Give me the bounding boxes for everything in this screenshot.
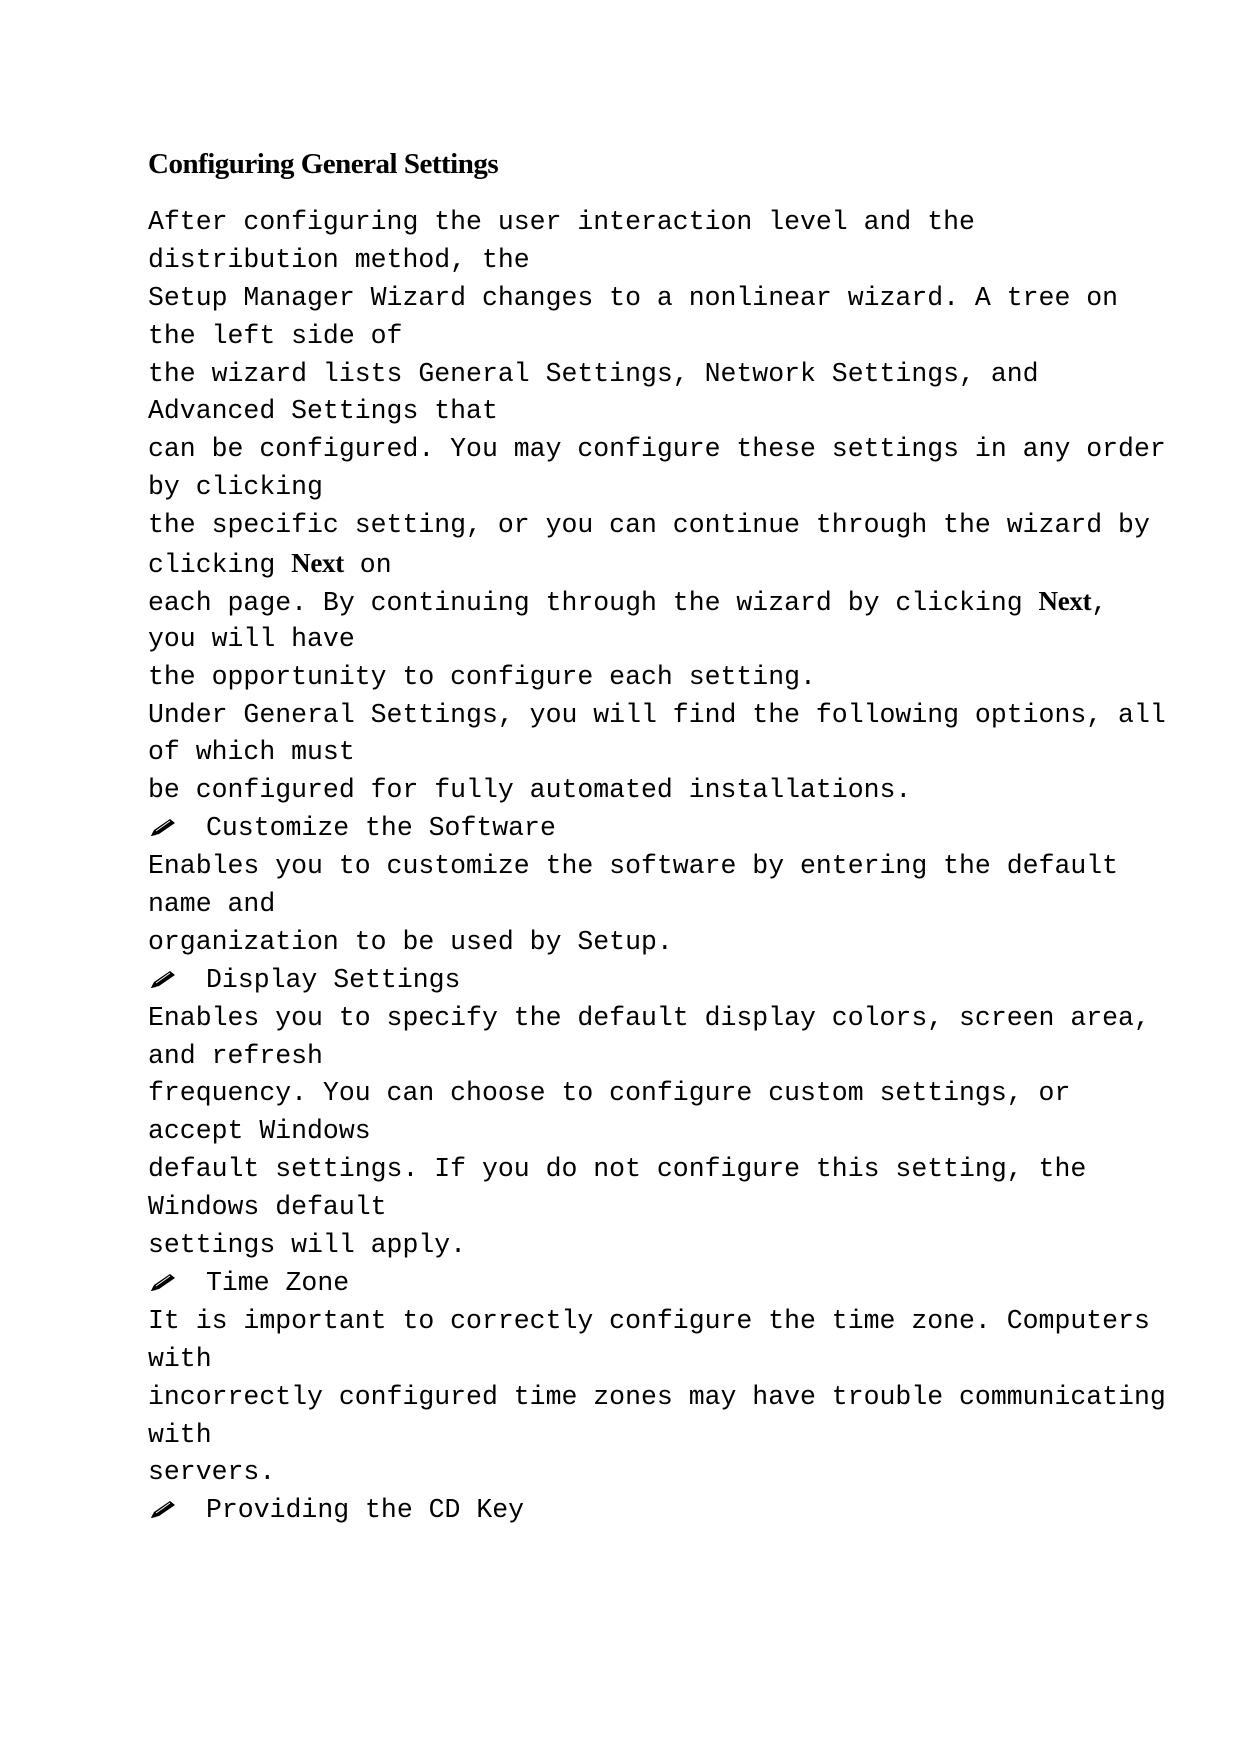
pencil-icon (148, 1499, 206, 1521)
option-description-line: servers. (148, 1457, 276, 1488)
body-line: by clicking (148, 472, 323, 503)
option-description-line: name and (148, 889, 276, 920)
next-keyword: Next (291, 548, 344, 579)
option-heading-text: Time Zone (206, 1267, 350, 1298)
option-description-line: with (148, 1343, 212, 1374)
body-text: clicking (148, 550, 292, 581)
option-heading-text: Providing the CD Key (206, 1495, 525, 1526)
option-description-line: Windows default (148, 1192, 387, 1223)
pencil-icon (148, 817, 206, 839)
option-description-line: frequency. You can choose to configure custom settings, or (148, 1078, 1071, 1109)
pencil-icon (148, 1272, 206, 1294)
option-description-line: Enables you to specify the default display colors, screen area, (148, 1002, 1150, 1033)
body-line: Advanced Settings that (148, 396, 498, 427)
option-heading (148, 1492, 1108, 1530)
pencil-icon (148, 969, 206, 991)
body-line: be configured for fully automated installations. (148, 775, 912, 806)
option-description-line: Enables you to customize the software by entering the default (148, 851, 1119, 882)
option-description-line: with (148, 1419, 212, 1450)
body-line: the opportunity to configure each setting. (148, 661, 816, 692)
option-heading (148, 1265, 1108, 1303)
body-text: on (343, 550, 392, 581)
option-heading-text: Display Settings (206, 964, 461, 995)
body-line (148, 583, 1108, 621)
body-line: Setup Manager Wizard changes to a nonlinear wizard. A tree on (148, 282, 1119, 313)
body-line: After configuring the user interaction level and the (148, 207, 975, 237)
option-heading (148, 810, 1108, 848)
document-page (148, 140, 1166, 1530)
option-description-line: default settings. If you do not configure this setting, the (148, 1154, 1087, 1185)
body-line: can be configured. You may configure these settings in any order (148, 434, 1166, 465)
body-line: Under General Settings, you will find the following options, all (148, 699, 1166, 730)
body-line (148, 545, 1108, 583)
body-line: of which must (148, 737, 355, 768)
option-description-line: organization to be used by Setup. (148, 926, 673, 957)
option-description-line: It is important to correctly configure the time zone. Computers (148, 1305, 1150, 1336)
next-keyword: Next (1038, 585, 1092, 616)
option-description-line: settings will apply. (148, 1230, 467, 1261)
option-heading (148, 962, 1108, 1000)
option-description-line: incorrectly configured time zones may have trouble communicating (148, 1381, 1166, 1412)
body-line: the left side of (148, 320, 403, 351)
body-line: you will have (148, 623, 355, 654)
body-line: distribution method, the (148, 244, 530, 275)
body-line: the wizard lists General Settings, Network Settings, and (148, 358, 1039, 389)
body-text: each page. By continuing through the wizard by clicking (148, 587, 1039, 618)
option-heading-text: Customize the Software (206, 813, 556, 844)
body-line: the specific setting, or you can continue through the wizard by (148, 510, 1150, 541)
option-description-line: and refresh (148, 1040, 323, 1071)
option-description-line: accept Windows (148, 1116, 371, 1147)
body-text: , (1091, 587, 1108, 618)
page-title: Configuring General Settings (148, 148, 499, 180)
